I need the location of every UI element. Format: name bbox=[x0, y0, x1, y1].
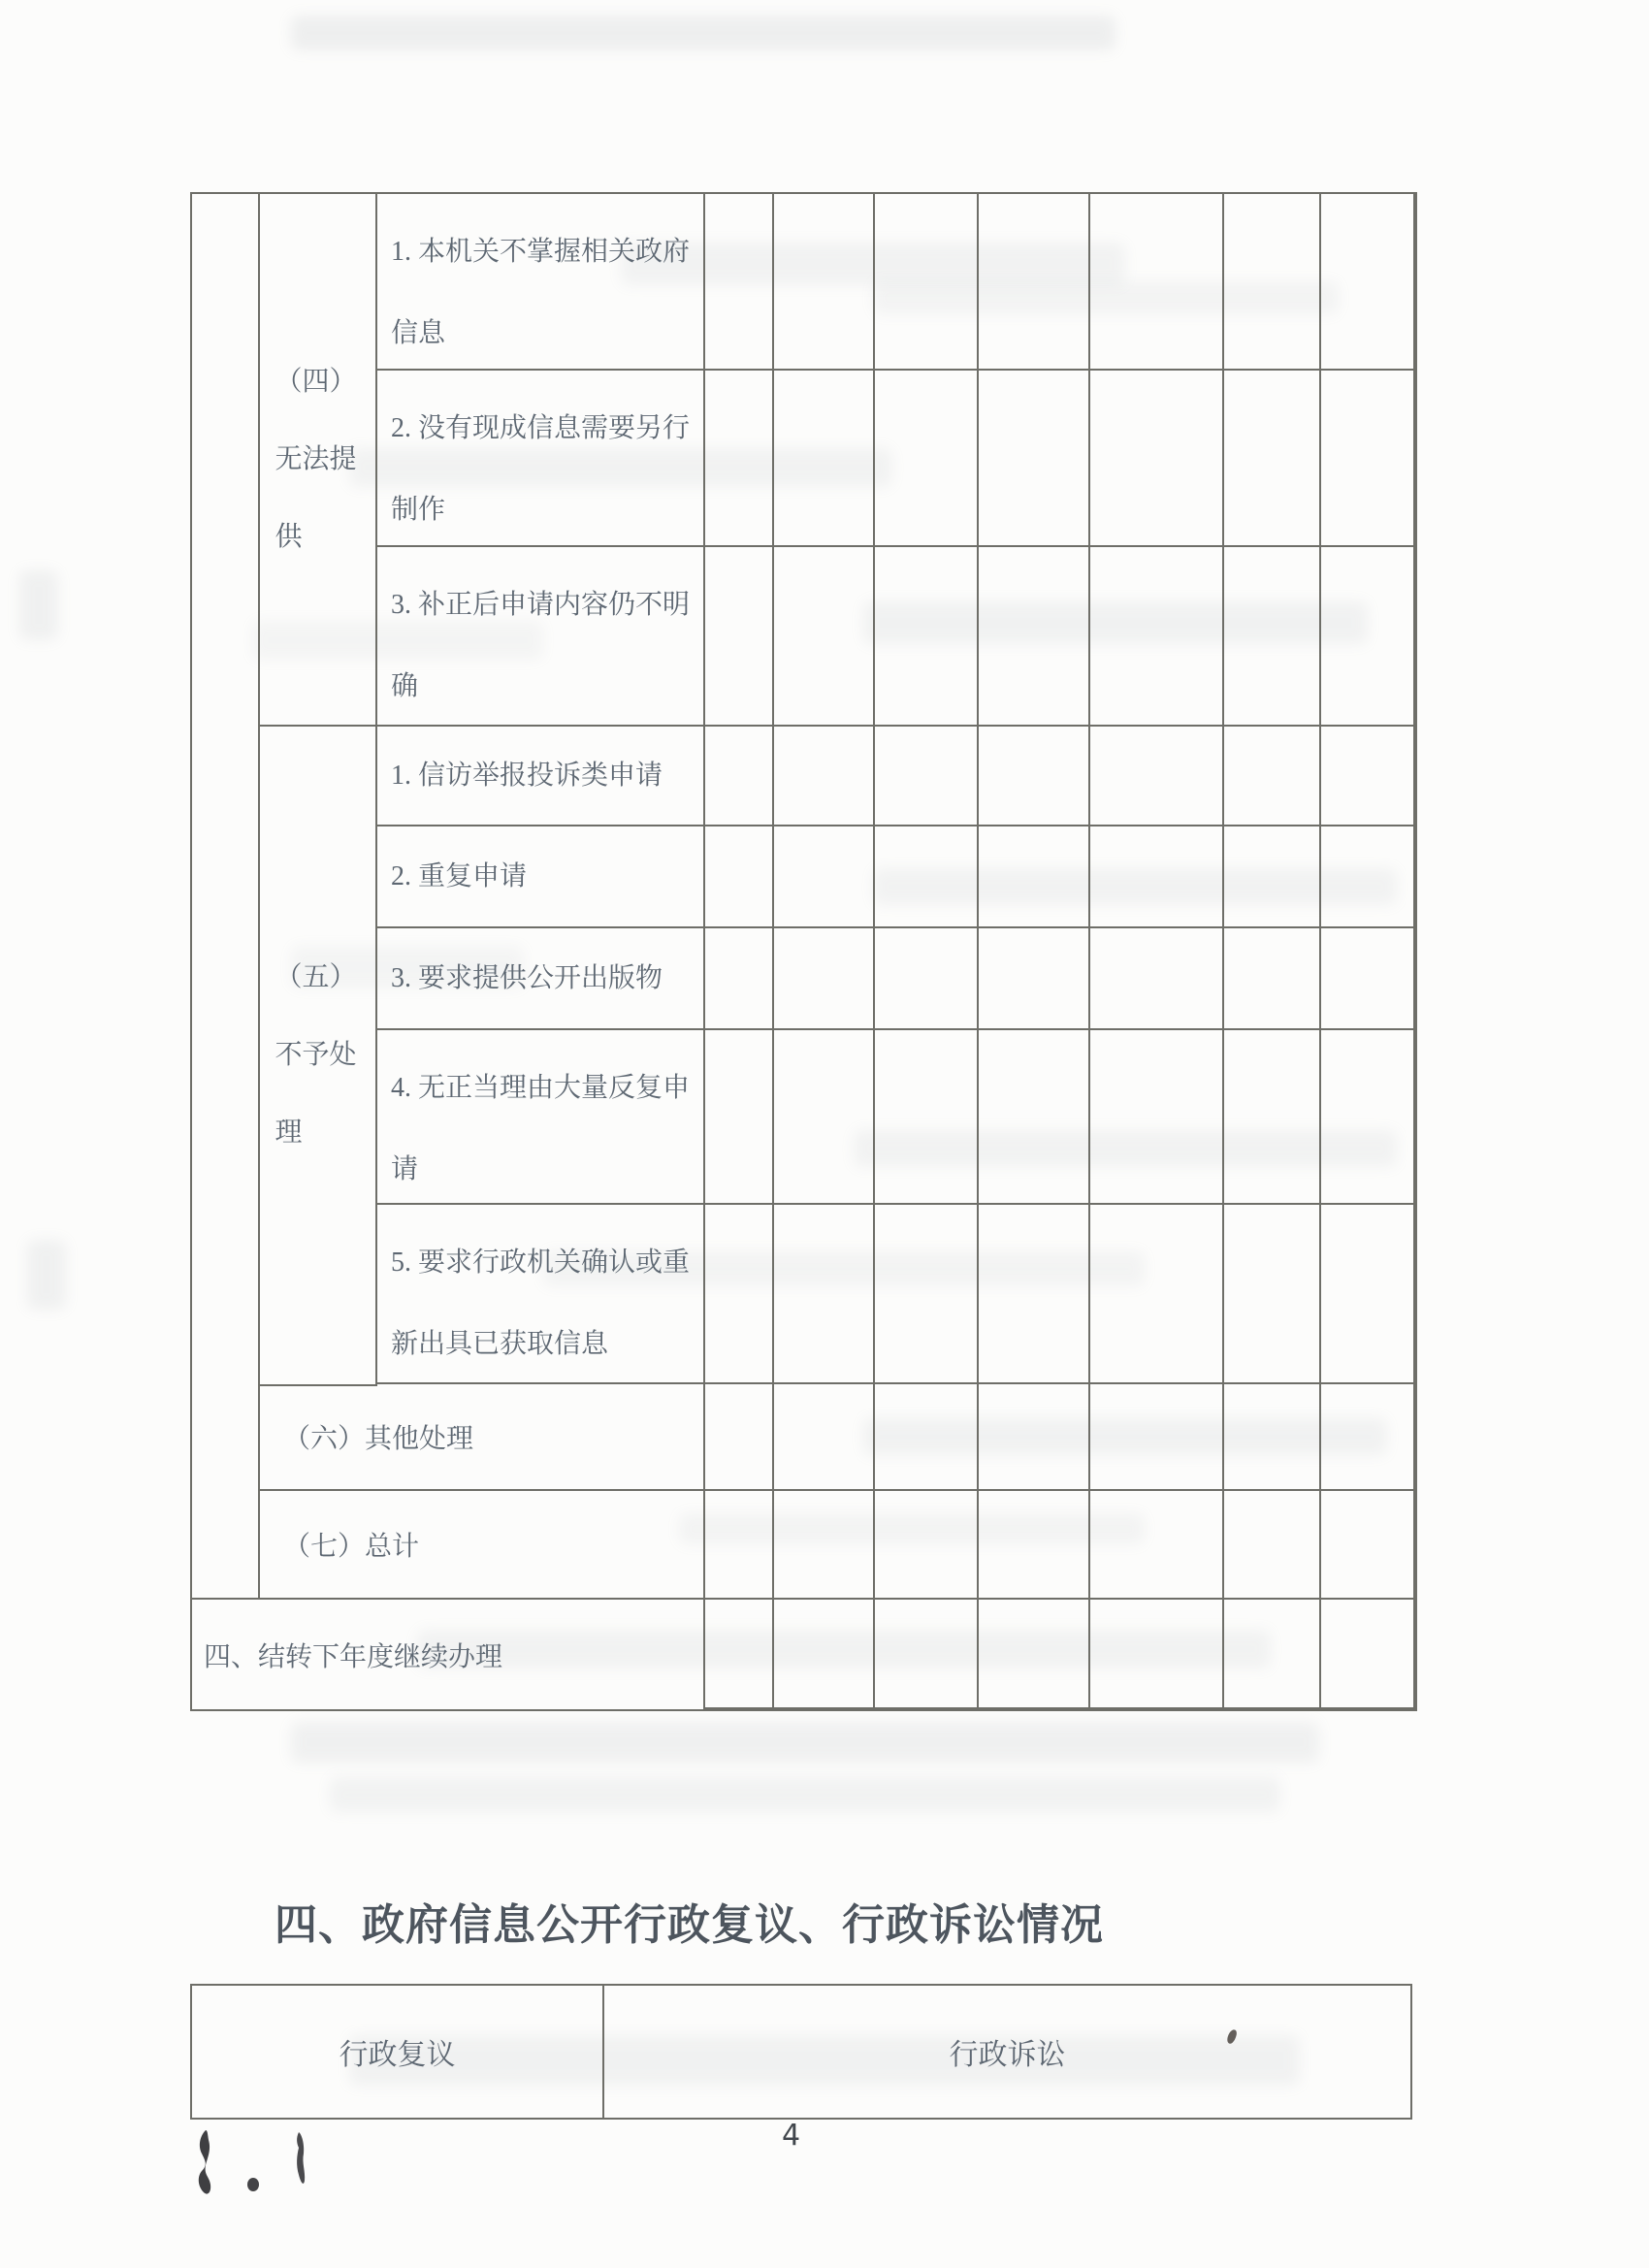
review-litigation-table bbox=[190, 1984, 1412, 2120]
row-carryover-next-year: 四、结转下年度继续办理 bbox=[192, 1600, 705, 1709]
empty-data-cell bbox=[774, 1491, 875, 1600]
empty-data-cell bbox=[1090, 194, 1224, 371]
empty-data-cell bbox=[1090, 1030, 1224, 1205]
category-cannot-provide-label: （四）无法提供 bbox=[275, 366, 357, 552]
empty-data-cell bbox=[705, 928, 774, 1030]
empty-data-cell bbox=[774, 727, 875, 826]
empty-data-cell bbox=[1321, 1205, 1415, 1384]
empty-data-cell bbox=[979, 1030, 1090, 1205]
empty-data-cell bbox=[774, 826, 875, 928]
empty-data-cell bbox=[774, 371, 875, 547]
empty-data-cell bbox=[979, 727, 1090, 826]
empty-data-cell bbox=[705, 1491, 774, 1600]
empty-data-cell bbox=[979, 826, 1090, 928]
empty-data-cell bbox=[979, 194, 1090, 371]
empty-data-cell bbox=[1224, 194, 1321, 371]
empty-data-cell bbox=[979, 1600, 1090, 1709]
empty-data-cell bbox=[705, 1030, 774, 1205]
empty-data-cell bbox=[705, 1384, 774, 1491]
empty-data-cell bbox=[1224, 1384, 1321, 1491]
admin-litigation-header: 行政诉讼 bbox=[949, 2039, 1066, 2071]
empty-data-cell bbox=[979, 371, 1090, 547]
empty-data-cell bbox=[1090, 826, 1224, 928]
category-not-processed bbox=[260, 727, 377, 1386]
section-title: 四、政府信息公开行政复议、行政诉讼情况 bbox=[275, 1901, 1104, 1949]
item-no-existing-info-needs-creation: 2. 没有现成信息需要另行制作 bbox=[377, 371, 705, 547]
empty-data-cell bbox=[875, 371, 979, 547]
bleedthrough-smudge bbox=[291, 1722, 1319, 1763]
empty-data-cell bbox=[774, 928, 875, 1030]
empty-data-cell bbox=[875, 727, 979, 826]
item-request-confirm-or-reissue-obtained-info: 5. 要求行政机关确认或重新出具已获取信息 bbox=[377, 1205, 705, 1384]
bleedthrough-smudge bbox=[330, 1777, 1280, 1812]
item-petition-complaint-type-request: 1. 信访举报投诉类申请 bbox=[377, 727, 705, 826]
item-unjustified-repeated-requests: 4. 无正当理由大量反复申请 bbox=[377, 1030, 705, 1205]
empty-data-cell bbox=[774, 1205, 875, 1384]
ink-marks bbox=[192, 2126, 328, 2214]
empty-data-cell bbox=[1090, 1600, 1224, 1709]
processing-results-table bbox=[190, 192, 1417, 1711]
empty-data-cell bbox=[705, 371, 774, 547]
empty-data-cell bbox=[1090, 1205, 1224, 1384]
empty-data-cell bbox=[1321, 826, 1415, 928]
empty-data-cell bbox=[1090, 371, 1224, 547]
empty-data-cell bbox=[875, 1600, 979, 1709]
empty-data-cell bbox=[1321, 1491, 1415, 1600]
category-not-processed-label: （五）不予处理 bbox=[275, 962, 357, 1148]
empty-data-cell bbox=[705, 826, 774, 928]
empty-data-cell bbox=[1090, 547, 1224, 727]
empty-data-cell bbox=[1224, 547, 1321, 727]
empty-data-cell bbox=[774, 1384, 875, 1491]
empty-data-cell bbox=[1224, 1491, 1321, 1600]
ink-squiggle-mark bbox=[199, 2130, 210, 2194]
item-request-still-unclear-after-correction: 3. 补正后申请内容仍不明确 bbox=[377, 547, 705, 727]
empty-data-cell bbox=[1090, 1491, 1224, 1600]
empty-data-cell bbox=[1321, 928, 1415, 1030]
empty-data-cell bbox=[1224, 727, 1321, 826]
empty-data-cell bbox=[705, 1600, 774, 1709]
empty-data-cell bbox=[979, 1205, 1090, 1384]
left-merged-column bbox=[192, 194, 260, 1600]
empty-data-cell bbox=[774, 1600, 875, 1709]
empty-data-cell bbox=[705, 1205, 774, 1384]
item-repeated-request: 2. 重复申请 bbox=[377, 826, 705, 928]
bleedthrough-smudge bbox=[27, 1240, 66, 1310]
empty-data-cell bbox=[875, 194, 979, 371]
empty-data-cell bbox=[1321, 1030, 1415, 1205]
empty-data-cell bbox=[705, 547, 774, 727]
row-other-processing: （六）其他处理 bbox=[260, 1384, 705, 1491]
empty-data-cell bbox=[875, 1205, 979, 1384]
empty-data-cell bbox=[774, 1030, 875, 1205]
empty-data-cell bbox=[875, 826, 979, 928]
empty-data-cell bbox=[979, 1384, 1090, 1491]
empty-data-cell bbox=[875, 1030, 979, 1205]
empty-data-cell bbox=[875, 1491, 979, 1600]
bleedthrough-smudge bbox=[291, 16, 1116, 50]
empty-data-cell bbox=[774, 194, 875, 371]
empty-data-cell bbox=[1321, 547, 1415, 727]
empty-data-cell bbox=[1090, 727, 1224, 826]
empty-data-cell bbox=[1224, 928, 1321, 1030]
empty-data-cell bbox=[1321, 727, 1415, 826]
empty-data-cell bbox=[1224, 371, 1321, 547]
empty-data-cell bbox=[1321, 194, 1415, 371]
empty-data-cell bbox=[1090, 928, 1224, 1030]
empty-data-cell bbox=[705, 727, 774, 826]
row-total: （七）总计 bbox=[260, 1491, 705, 1600]
empty-data-cell bbox=[979, 547, 1090, 727]
admin-review-header: 行政复议 bbox=[192, 1986, 604, 2118]
empty-data-cell bbox=[875, 1384, 979, 1491]
empty-data-cell bbox=[1224, 1205, 1321, 1384]
category-cannot-provide bbox=[260, 194, 377, 727]
empty-data-cell bbox=[1321, 1600, 1415, 1709]
ink-streak-mark bbox=[297, 2132, 305, 2184]
ink-dot-mark bbox=[247, 2178, 259, 2191]
empty-data-cell bbox=[875, 928, 979, 1030]
empty-data-cell bbox=[1090, 1384, 1224, 1491]
empty-data-cell bbox=[1321, 371, 1415, 547]
page-number: 4 bbox=[782, 2119, 801, 2153]
empty-data-cell bbox=[705, 194, 774, 371]
empty-data-cell bbox=[979, 1491, 1090, 1600]
empty-data-cell bbox=[979, 928, 1090, 1030]
empty-data-cell bbox=[1224, 1030, 1321, 1205]
empty-data-cell bbox=[1224, 1600, 1321, 1709]
item-agency-does-not-hold-info: 1. 本机关不掌握相关政府信息 bbox=[377, 194, 705, 371]
empty-data-cell bbox=[1224, 826, 1321, 928]
empty-data-cell bbox=[1321, 1384, 1415, 1491]
empty-data-cell bbox=[774, 547, 875, 727]
item-request-public-publications: 3. 要求提供公开出版物 bbox=[377, 928, 705, 1030]
bleedthrough-smudge bbox=[19, 570, 58, 640]
empty-data-cell bbox=[875, 547, 979, 727]
